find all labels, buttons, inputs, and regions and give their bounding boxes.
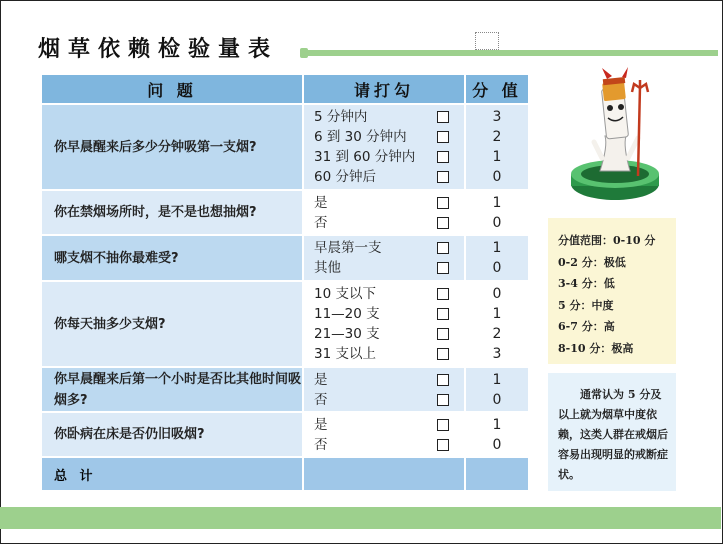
question-cell: 哪支烟不抽你最难受? bbox=[41, 235, 303, 281]
option-checkbox[interactable] bbox=[437, 262, 449, 274]
options-cell bbox=[303, 235, 465, 281]
header-question: 问 题 bbox=[41, 74, 303, 104]
option-label: 60 分钟后 bbox=[314, 169, 376, 185]
range-line: 0-2 分：极低 bbox=[558, 255, 626, 269]
score-cell bbox=[465, 281, 529, 367]
table-header-row bbox=[41, 74, 529, 104]
option-checkbox[interactable] bbox=[437, 197, 449, 209]
option-label: 否 bbox=[314, 436, 328, 453]
option-line bbox=[304, 127, 464, 147]
question-cell: 你每天抽多少支烟? bbox=[41, 281, 303, 367]
score-value: 1 bbox=[492, 240, 502, 256]
score-value: 2 bbox=[492, 326, 502, 342]
score-value: 1 bbox=[492, 149, 502, 165]
score-cell bbox=[465, 412, 529, 457]
option-label: 否 bbox=[314, 214, 328, 231]
bottom-band bbox=[0, 507, 721, 529]
table-row bbox=[41, 104, 529, 190]
score-value: 1 bbox=[492, 371, 502, 388]
question-cell: 你在禁烟场所时，是不是也想抽烟? bbox=[41, 190, 303, 235]
option-label: 是 bbox=[314, 371, 328, 388]
question-cell: 你早晨醒来后多少分钟吸第一支烟? bbox=[41, 104, 303, 190]
score-value: 2 bbox=[492, 129, 502, 145]
option-checkbox[interactable] bbox=[437, 242, 449, 254]
option-checkbox[interactable] bbox=[437, 419, 449, 431]
total-score-cell[interactable] bbox=[465, 457, 529, 491]
options-cell bbox=[303, 190, 465, 235]
options-cell bbox=[303, 281, 465, 367]
option-line bbox=[304, 324, 464, 344]
option-label: 早晨第一支 bbox=[314, 240, 382, 256]
table-row bbox=[41, 412, 529, 457]
option-checkbox[interactable] bbox=[437, 374, 449, 386]
questionnaire-table bbox=[40, 73, 530, 492]
cigarette-devil-mascot-icon bbox=[560, 66, 670, 208]
option-checkbox[interactable] bbox=[437, 348, 449, 360]
option-label: 11—20 支 bbox=[314, 306, 380, 322]
total-check-cell[interactable] bbox=[303, 457, 465, 491]
table-row bbox=[41, 235, 529, 281]
table-row bbox=[41, 367, 529, 412]
score-value: 1 bbox=[492, 306, 502, 322]
total-row bbox=[41, 457, 529, 491]
score-range-panel bbox=[548, 218, 676, 364]
option-line bbox=[304, 107, 464, 127]
option-line bbox=[304, 167, 464, 187]
range-line: 8-10 分：极高 bbox=[558, 341, 634, 355]
option-checkbox[interactable] bbox=[437, 288, 449, 300]
option-checkbox[interactable] bbox=[437, 394, 449, 406]
option-label: 31 到 60 分钟内 bbox=[314, 149, 416, 165]
options-cell bbox=[303, 412, 465, 457]
option-line bbox=[304, 238, 464, 258]
option-label: 31 支以上 bbox=[314, 346, 376, 362]
score-value: 0 bbox=[492, 436, 502, 453]
option-line bbox=[304, 435, 464, 455]
score-cell bbox=[465, 104, 529, 190]
score-cell bbox=[465, 190, 529, 235]
question-cell: 你早晨醒来后第一个小时是否比其他时间吸烟多? bbox=[41, 367, 303, 412]
option-label: 5 分钟内 bbox=[314, 109, 368, 125]
table-row bbox=[41, 281, 529, 367]
question-cell: 你卧病在床是否仍旧吸烟? bbox=[41, 412, 303, 457]
option-line bbox=[304, 304, 464, 324]
option-label: 是 bbox=[314, 194, 328, 211]
score-value: 3 bbox=[492, 346, 502, 362]
score-value: 0 bbox=[492, 260, 502, 276]
total-label: 总 计 bbox=[41, 457, 303, 491]
option-label: 否 bbox=[314, 391, 328, 408]
option-label: 6 到 30 分钟内 bbox=[314, 129, 407, 145]
option-line bbox=[304, 213, 464, 233]
range-line: 分值范围：0-10 分 bbox=[558, 234, 656, 247]
option-line bbox=[304, 147, 464, 167]
range-line: 6-7 分：高 bbox=[558, 320, 615, 333]
option-line bbox=[304, 193, 464, 213]
option-line bbox=[304, 415, 464, 435]
option-checkbox[interactable] bbox=[437, 111, 449, 123]
score-value: 0 bbox=[492, 391, 502, 408]
image-placeholder bbox=[475, 32, 499, 50]
score-value: 3 bbox=[492, 109, 502, 125]
header-check: 请打勾 bbox=[303, 74, 465, 104]
dependency-note: 通常认为 5 分及以上就为烟草中度依赖，这类人群在戒烟后容易出现明显的戒断症状。 bbox=[548, 373, 676, 491]
option-checkbox[interactable] bbox=[437, 439, 449, 451]
option-checkbox[interactable] bbox=[437, 171, 449, 183]
score-value: 1 bbox=[492, 416, 502, 433]
option-checkbox[interactable] bbox=[437, 131, 449, 143]
score-value: 0 bbox=[492, 286, 502, 302]
options-cell bbox=[303, 104, 465, 190]
table-row bbox=[41, 190, 529, 235]
option-label: 是 bbox=[314, 416, 328, 433]
option-label: 10 支以下 bbox=[314, 286, 376, 302]
score-value: 0 bbox=[492, 214, 502, 231]
option-label: 其他 bbox=[314, 260, 341, 276]
score-cell bbox=[465, 235, 529, 281]
score-value: 1 bbox=[492, 194, 502, 211]
option-line bbox=[304, 344, 464, 364]
score-value: 0 bbox=[492, 169, 502, 185]
option-checkbox[interactable] bbox=[437, 328, 449, 340]
option-checkbox[interactable] bbox=[437, 308, 449, 320]
option-line bbox=[304, 284, 464, 304]
title-rule bbox=[304, 50, 718, 56]
option-label: 21—30 支 bbox=[314, 326, 380, 342]
option-line bbox=[304, 370, 464, 390]
score-cell bbox=[465, 367, 529, 412]
header-score: 分 值 bbox=[465, 74, 529, 104]
option-checkbox[interactable] bbox=[437, 151, 449, 163]
options-cell bbox=[303, 367, 465, 412]
range-line: 5 分：中度 bbox=[558, 298, 614, 312]
option-checkbox[interactable] bbox=[437, 217, 449, 229]
option-line bbox=[304, 390, 464, 410]
page-title: 烟草依赖检验量表 bbox=[38, 37, 279, 62]
option-line bbox=[304, 258, 464, 278]
range-line: 3-4 分：低 bbox=[558, 277, 615, 290]
